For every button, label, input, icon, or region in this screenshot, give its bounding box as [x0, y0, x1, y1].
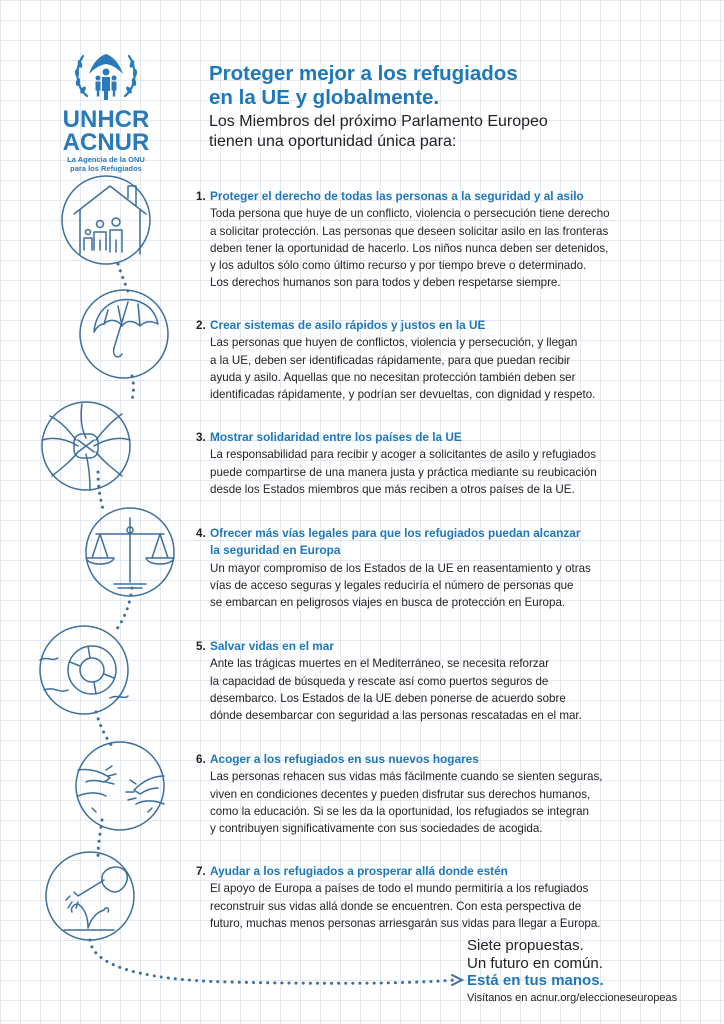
proposal-body-line: reconstruir sus vidas allá donde se encuentren. Con esta perspectiva de [210, 899, 582, 913]
proposal-item [196, 429, 636, 498]
website-link[interactable]: Visítanos en acnur.org/eleccioneseuropeas [467, 991, 678, 1004]
proposal-title [210, 638, 636, 655]
proposal-body-line: identificadas rápidamente, y podrían ser devueltas, con dignidad y respeto. [210, 388, 596, 402]
proposal-body-line: se embarcan en peligrosos viajes en busca de protección en Europa. [210, 596, 566, 610]
proposal-body-line: desde los Estados miembros que más reciben a otros países de la UE. [210, 482, 575, 496]
proposal-body-line: Ante las trágicas muertes en el Mediterráneo, se necesita reforzar [210, 657, 549, 671]
house-family-icon [62, 176, 150, 264]
proposal-body-line: Los derechos humanos son para todos y deben respetarse siempre. [210, 276, 561, 290]
proposal-body-line: viven en condiciones decentes y pueden disfrutar sus derechos humanos, [210, 787, 591, 801]
page-title-line: Proteger mejor a los refugiados [209, 62, 518, 85]
proposal-title [210, 188, 636, 205]
logo-name-line: UNHCR [62, 106, 150, 133]
proposal-body [210, 560, 636, 612]
proposal-title-line: Mostrar solidaridad entre los países de la UE [210, 430, 462, 444]
proposal-body [210, 446, 636, 498]
proposal-title [210, 317, 636, 334]
proposal-number: 2. [196, 319, 206, 332]
proposal-title-line: Ofrecer más vías legales para que los refugiados puedan alcanzar [210, 526, 581, 540]
proposal-item [196, 863, 636, 932]
proposal-item [196, 317, 636, 403]
proposal-number: 1. [196, 190, 206, 203]
proposal-title [210, 429, 636, 446]
logo-name-line: ACNUR [62, 129, 150, 156]
balance-scale-icon [86, 508, 174, 596]
proposal-body-line: vías de acceso seguras y legales reduciría el número de personas que [210, 578, 574, 592]
proposal-body-line: Las personas que huyen de conflictos, violencia y persecución, y llegan [210, 336, 578, 350]
proposal-title-line: Salvar vidas en el mar [210, 639, 334, 653]
proposal-body-line: a solicitar protección. Las personas que deseen solicitar asilo en las fronteras [210, 224, 609, 238]
proposal-body-line: La responsabilidad para recibir y acoger a solicitantes de asilo y refugiados [210, 448, 597, 462]
proposal-title-line: la seguridad en Europa [210, 543, 341, 558]
logo-tagline-line: La Agencia de la ONU [67, 155, 145, 164]
proposal-number: 4. [196, 527, 206, 540]
proposal-title-line: Ayudar a los refugiados a prosperar allá donde estén [210, 864, 508, 878]
closing-block [467, 937, 717, 1006]
closing-emphasis: Está en tus manos. [467, 972, 604, 989]
proposal-body-line: Las personas rehacen sus vidas más fácilmente cuando se sienten seguras, [210, 770, 603, 784]
proposal-title-line: Proteger el derecho de todas las personas a la seguridad y al asilo [210, 189, 584, 203]
joined-hands-icon [42, 402, 130, 490]
page-subtitle [209, 112, 649, 152]
watering-can-icon [46, 852, 134, 940]
proposal-item [196, 525, 636, 611]
proposal-body [210, 768, 636, 837]
page-subtitle-line: tienen una oportunidad única para: [209, 133, 457, 150]
page-title [209, 62, 629, 110]
proposal-body-line: y los adultos sólo como último recurso y por tiempo breve o determinado. [210, 259, 587, 273]
proposal-body-line: desembarco. Los Estados de la UE deben ponerse de acuerdo sobre [210, 691, 566, 705]
proposal-body [210, 880, 636, 932]
proposal-body [210, 205, 636, 291]
proposal-title [210, 525, 636, 560]
proposal-number: 5. [196, 640, 206, 653]
proposal-body-line: puede compartirse de una manera justa y práctica mediante su reubicación [210, 465, 597, 479]
proposal-body-line: a la UE, deben ser identificadas rápidamente, para que puedan recibir [210, 353, 571, 367]
proposal-body-line: deben tener la oportunidad de hacerlo. Los niños nunca deben ser detenidos, [210, 241, 609, 255]
proposal-item [196, 188, 636, 292]
proposal-body [210, 334, 636, 403]
proposal-item [196, 751, 636, 837]
page-subtitle-line: Los Miembros del próximo Parlamento Europeo [209, 113, 548, 130]
closing-line: Un futuro en común. [467, 954, 603, 972]
page-title-line: en la UE y globalmente. [209, 86, 440, 109]
proposal-title-line: Acoger a los refugiados en sus nuevos hogares [210, 752, 479, 766]
proposal-title-line: Crear sistemas de asilo rápidos y justos en la UE [210, 318, 486, 332]
proposal-body-line: como la educación. Si se les da la oportunidad, los refugiados se integran [210, 804, 589, 818]
proposal-body-line: Toda persona que huye de un conflicto, violencia o persecución tiene derecho [210, 207, 610, 221]
proposal-number: 7. [196, 865, 206, 878]
proposal-title [210, 863, 636, 880]
proposal-body-line: y contribuyen significativamente con sus sociedades de acogida. [210, 822, 543, 836]
proposal-body [210, 655, 636, 724]
logo-tagline-line: para los Refugiados [70, 163, 142, 173]
proposal-body-line: dónde desembarcar con seguridad a las personas rescatadas en el mar. [210, 709, 582, 723]
proposal-number: 6. [196, 753, 206, 766]
reaching-hands-icon [76, 742, 164, 830]
proposal-title [210, 751, 636, 768]
proposal-body-line: Un mayor compromiso de los Estados de la UE en reasentamiento y otras [210, 561, 591, 575]
closing-line: Siete propuestas. [467, 937, 584, 954]
umbrella-icon [80, 290, 168, 378]
proposal-body-line: El apoyo de Europa a países de todo el mundo permitiría a los refugiados [210, 882, 589, 896]
proposal-item [196, 638, 636, 724]
proposal-body-line: la capacidad de búsqueda y rescate así como puertos seguros de [210, 674, 549, 688]
proposal-number: 3. [196, 431, 206, 444]
proposal-body-line: futuro, muchas menos personas arriesgarán sus vidas para llegar a Europa. [210, 916, 601, 930]
proposal-body-line: ayuda y asilo. Aquellas que no necesitan protección también deben ser [210, 370, 576, 384]
life-ring-icon [40, 626, 128, 714]
